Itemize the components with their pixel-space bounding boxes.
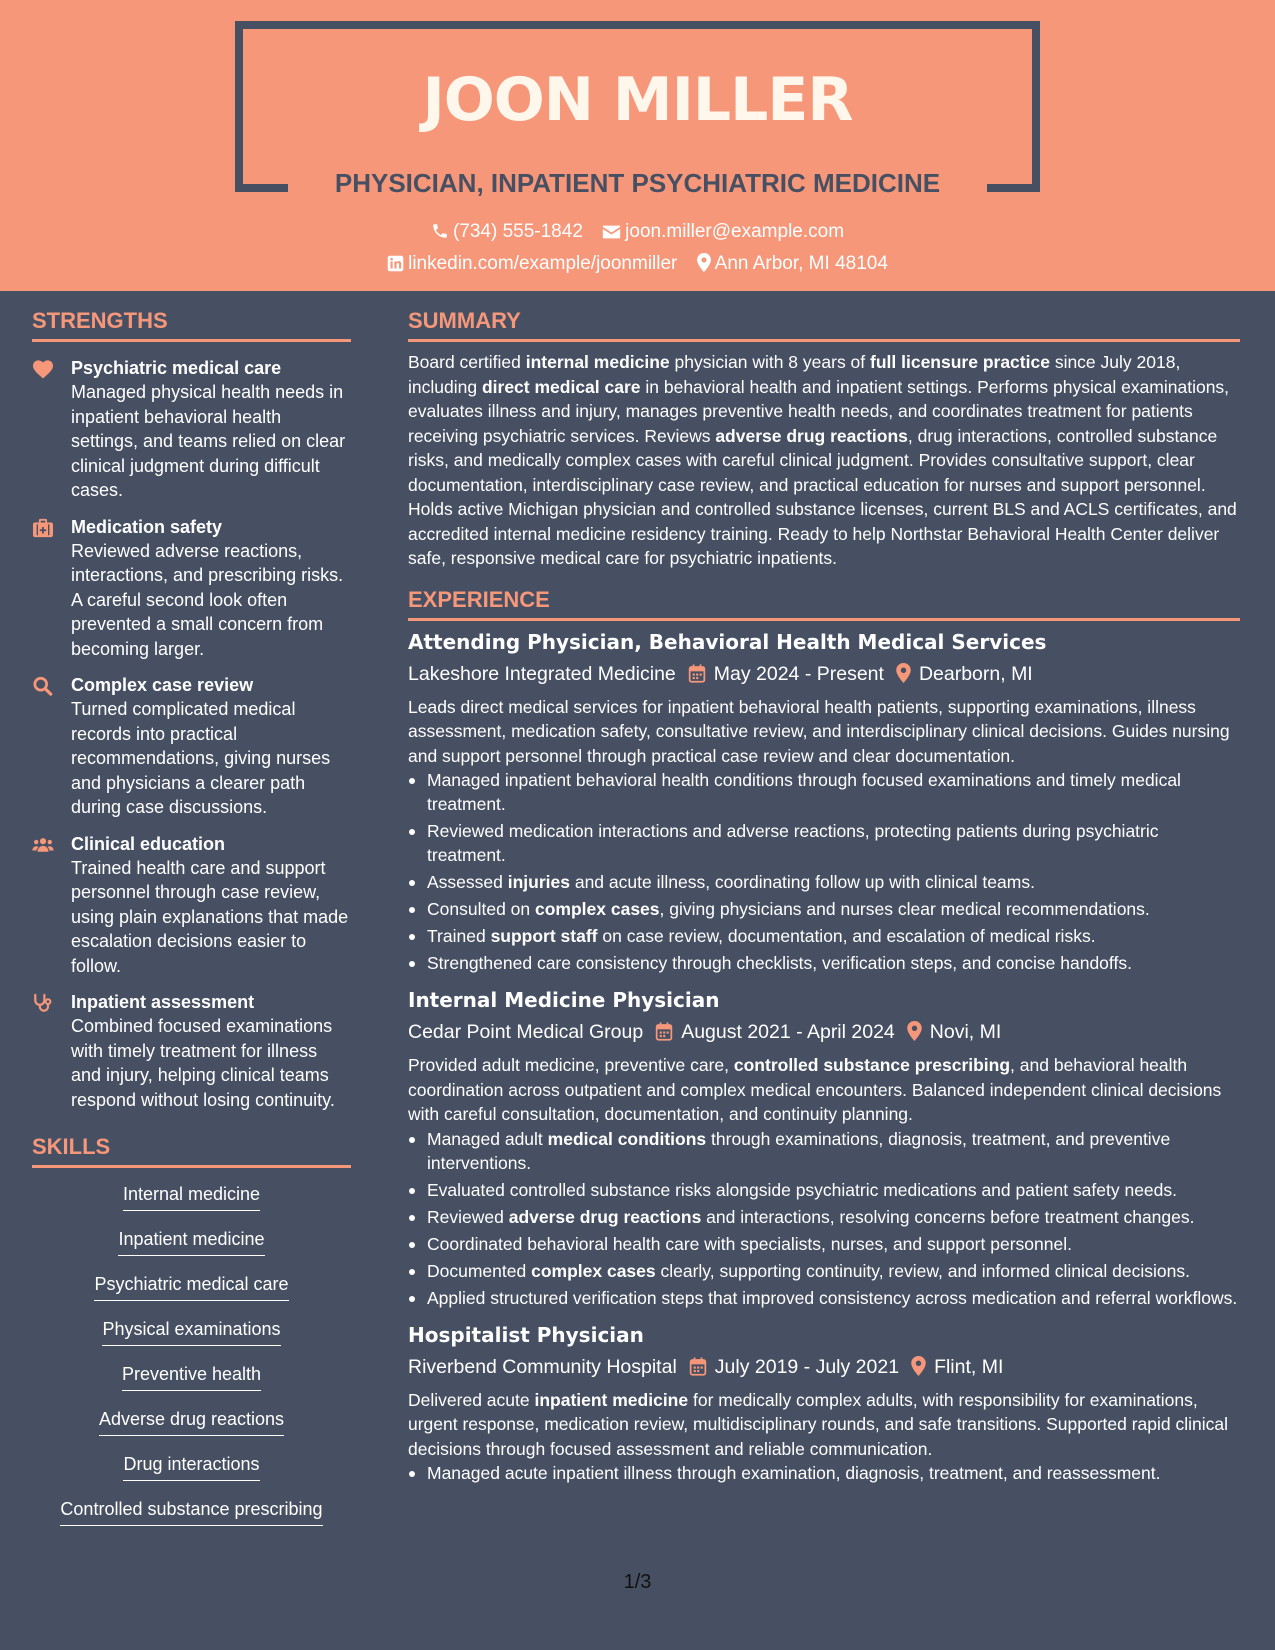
summary-heading: SUMMARY	[408, 308, 1240, 342]
contact-row-2	[0, 252, 1275, 276]
calendar-icon	[688, 664, 706, 683]
candidate-title: PHYSICIAN, INPATIENT PSYCHIATRIC MEDICINE	[334, 168, 941, 198]
job-title: Hospitalist Physician	[408, 1322, 644, 1347]
map-pin-icon	[911, 1356, 926, 1376]
strength-title: Inpatient assessment	[71, 992, 255, 1012]
job-entry	[408, 986, 1240, 1310]
strength-description: Reviewed adverse reactions, interactions, and prescribing risks. A careful second look often prevented a small concern from becoming larger.	[71, 540, 344, 659]
job-meta	[408, 1018, 1240, 1046]
job-bullets	[408, 1461, 1240, 1485]
job-company: Cedar Point Medical Group	[408, 1021, 644, 1043]
list-item: Strengthened care consistency through checklists, verification steps, and concise handoffs.	[408, 951, 1240, 975]
location-text: Ann Arbor, MI 48104	[714, 253, 888, 274]
job-location: Novi, MI	[929, 1021, 1002, 1043]
stethoscope-icon	[32, 993, 54, 1013]
resume-header	[0, 0, 1275, 291]
job-description: Leads direct medical services for inpatient behavioral health patients, supporting examinations, illness assessment, medication safety, consultative review, and interdisciplinary clinical decisions. Guides nursing and support personnel through practical case review and clear documentation.	[408, 696, 1230, 766]
strength-item	[32, 673, 351, 820]
strength-item	[32, 990, 351, 1112]
strength-title: Clinical education	[71, 833, 226, 854]
strength-description: Trained health care and support personnel through case review, using plain explanations that made escalation decisions easier to follow.	[71, 857, 349, 976]
contact-row-1	[0, 220, 1275, 244]
list-item: Coordinated behavioral health care with specialists, nurses, and support personnel.	[408, 1232, 1240, 1256]
linkedin-text: linkedin.com/example/joonmiller	[408, 253, 678, 274]
job-dates: May 2024 - Present	[713, 662, 884, 685]
search-icon	[32, 676, 54, 696]
skills-list	[32, 1182, 351, 1542]
list-item: Managed inpatient behavioral health conditions through focused examinations and timely medical treatment.	[408, 768, 1240, 816]
job-meta	[408, 1353, 1240, 1381]
list-item: Evaluated controlled substance risks alongside psychiatric medications and patient safety needs.	[408, 1178, 1240, 1202]
strength-item	[32, 356, 351, 503]
strength-title: Medication safety	[71, 516, 223, 537]
job-bullets	[408, 768, 1240, 975]
map-pin-icon	[896, 663, 911, 683]
job-company: Lakeshore Integrated Medicine	[408, 662, 676, 685]
heart-icon	[32, 359, 54, 379]
email-text: joon.miller@example.com	[625, 221, 845, 242]
skill-item: Preventive health	[122, 1362, 261, 1391]
job-entry	[408, 628, 1240, 976]
job-description: Provided adult medicine, preventive care, controlled substance prescribing, and behavioral health coordination across outpatient and complex medical encounters. Balanced independent clinical decisions with careful consultation, documentation, and continuity planning.	[408, 1055, 1222, 1124]
job-location: Flint, MI	[934, 1355, 1004, 1378]
contact-email[interactable]	[602, 220, 844, 244]
job-description: Delivered acute inpatient medicine for medically complex adults, with responsibility for examinations, urgent response, medication review, multidisciplinary rounds, and safe transitions. Supported rapid clinical decisions through focused assessment and reliable communication.	[408, 1389, 1229, 1459]
strengths-heading: STRENGTHS	[32, 308, 351, 342]
contact-linkedin[interactable]	[387, 252, 677, 276]
list-item: Reviewed adverse drug reactions and interactions, resolving concerns before treatment changes.	[408, 1205, 1240, 1229]
skill-item: Psychiatric medical care	[94, 1272, 288, 1301]
job-title: Attending Physician, Behavioral Health Medical Services	[408, 629, 1047, 654]
skill-item: Internal medicine	[123, 1182, 260, 1211]
envelope-icon	[602, 224, 621, 240]
list-item: Managed adult medical conditions through examinations, diagnosis, treatment, and preventive interventions.	[408, 1127, 1240, 1175]
list-item: Applied structured verification steps that improved consistency across medication and referral workflows.	[408, 1286, 1240, 1310]
contact-location	[697, 252, 888, 276]
skill-item: Drug interactions	[123, 1452, 259, 1481]
map-pin-icon	[697, 253, 711, 272]
linkedin-icon	[387, 255, 404, 272]
list-item: Consulted on complex cases, giving physicians and nurses clear medical recommendations.	[408, 897, 1240, 921]
calendar-icon	[689, 1357, 707, 1376]
users-icon	[32, 835, 54, 855]
candidate-name: JOON MILLER	[422, 65, 853, 135]
list-item: Assessed injuries and acute illness, coordinating follow up with clinical teams.	[408, 870, 1240, 894]
page-number: 1/3	[623, 1571, 652, 1593]
job-entry	[408, 1321, 1240, 1486]
phone-icon	[431, 222, 449, 240]
skill-item: Physical examinations	[102, 1317, 280, 1346]
job-title: Internal Medicine Physician	[408, 988, 720, 1012]
job-company: Riverbend Community Hospital	[408, 1355, 677, 1378]
contact-phone[interactable]	[431, 220, 583, 244]
skill-item: Inpatient medicine	[118, 1227, 264, 1256]
strength-item	[32, 832, 351, 979]
skill-item: Adverse drug reactions	[99, 1407, 284, 1436]
strength-description: Managed physical health needs in inpatient behavioral health settings, and teams relied on clear clinical judgment during difficult cases.	[71, 382, 346, 500]
strength-title: Psychiatric medical care	[71, 358, 282, 378]
summary-text: Board certified internal medicine physician with 8 years of full licensure practice since July 2018, including direct medical care in behavioral health and inpatient settings. Performs physical examinations, evaluates illness and injury, manages preventive health needs, and coordinates treatment for patients receiving psychiatric services. Reviews adverse drug reactions, drug interactions, controlled substance risks, and medically complex cases with careful clinical judgment. Provides consultative support, clear documentation, interdisciplinary case review, and practical education for nurses and support personnel. Holds active Michigan physician and controlled substance licenses, current BLS and ACLS certificates, and accredited internal medicine residency training. Ready to help Northstar Behavioral Health Center deliver safe, responsive medical care for psychiatric inpatients.	[408, 352, 1237, 568]
strength-item	[32, 515, 351, 662]
phone-text: (734) 555-1842	[452, 221, 583, 242]
strength-description: Combined focused examinations with timely treatment for illness and injury, helping clinical teams respond without losing continuity.	[71, 1016, 335, 1110]
job-dates: August 2021 - April 2024	[681, 1021, 895, 1043]
list-item: Documented complex cases clearly, supporting continuity, review, and informed clinical decisions.	[408, 1259, 1240, 1283]
experience-list	[408, 628, 1240, 1486]
skill-item: Controlled substance prescribing	[60, 1497, 322, 1526]
skills-heading: SKILLS	[32, 1134, 351, 1168]
strength-description: Turned complicated medical records into practical recommendations, giving nurses and physicians a clearer path during case discussions.	[71, 699, 331, 817]
list-item: Trained support staff on case review, documentation, and escalation of medical risks.	[408, 924, 1240, 948]
left-column	[32, 291, 351, 1542]
strength-title: Complex case review	[71, 675, 254, 695]
job-bullets	[408, 1127, 1240, 1310]
medkit-icon	[32, 518, 54, 538]
right-column	[408, 291, 1240, 1488]
job-dates: July 2019 - July 2021	[714, 1355, 900, 1378]
job-location: Dearborn, MI	[918, 662, 1033, 685]
job-meta	[408, 660, 1240, 688]
calendar-icon	[655, 1022, 673, 1041]
map-pin-icon	[907, 1021, 922, 1041]
experience-heading: EXPERIENCE	[408, 587, 1240, 621]
list-item: Reviewed medication interactions and adverse reactions, protecting patients during psychiatric treatment.	[408, 819, 1240, 867]
list-item: Managed acute inpatient illness through examination, diagnosis, treatment, and reassessment.	[408, 1461, 1240, 1485]
